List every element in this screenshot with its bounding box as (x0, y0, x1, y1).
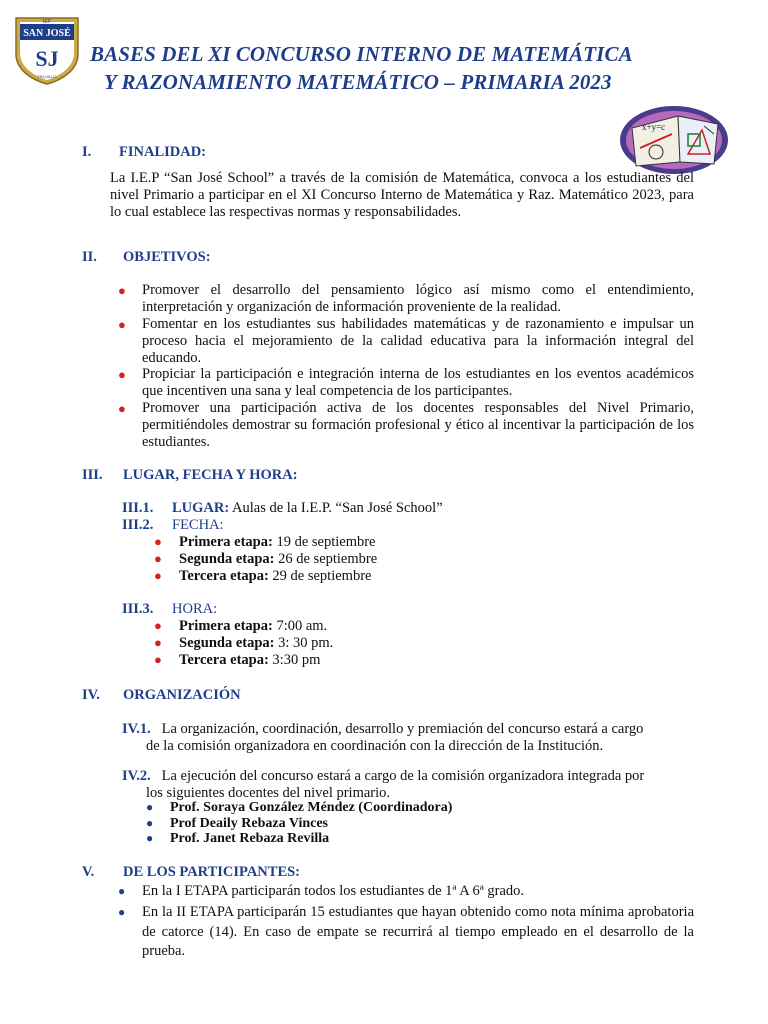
stage-label: Segunda etapa: (179, 635, 275, 651)
stage-label: Tercera etapa: (179, 568, 269, 584)
section-number: III. (82, 467, 103, 483)
sub-number: III.3. (122, 601, 154, 617)
sub-number: III.2. (122, 517, 154, 533)
paragraph-text: La organización, coordinación, desarrollo y premiación del concurso estará a cargo (161, 721, 644, 737)
bullet-icon: ● (154, 652, 162, 667)
teacher-name: Prof. Soraya González Méndez (Coordinadora) (170, 800, 453, 815)
bullet-icon: ● (154, 568, 162, 583)
bullet-icon: ● (154, 551, 162, 566)
hora-item (154, 652, 320, 669)
lugar-label: LUGAR: (172, 500, 230, 516)
bullet-icon: ● (118, 884, 126, 898)
stage-value: 19 de septiembre (276, 534, 376, 550)
bullet-icon: ● (146, 816, 154, 830)
section-number: V. (82, 864, 95, 880)
section-number: I. (82, 144, 92, 160)
stage-value: 3:30 pm (272, 652, 321, 668)
title-line-1: BASES DEL XI CONCURSO INTERNO DE MATEMÁTICA (90, 42, 633, 66)
sub-number: IV.2. (122, 768, 151, 784)
hora-label: HORA: (172, 601, 218, 617)
bullet-icon: ● (118, 317, 126, 332)
teacher-name: Prof. Janet Rebaza Revilla (170, 831, 330, 846)
bullet-icon: ● (118, 401, 126, 416)
bullet-icon: ● (154, 635, 162, 650)
section-title: DE LOS PARTICIPANTES: (123, 864, 301, 880)
sub-number: IV.1. (122, 721, 151, 737)
paragraph-text: La ejecución del concurso estará a cargo de la comisión organizadora integrada por (161, 768, 645, 784)
svg-text:SAN JOSÉ: SAN JOSÉ (23, 28, 71, 39)
sub-number: III.1. (122, 500, 154, 516)
bullet-icon: ● (146, 831, 154, 845)
objective-text: Fomentar en los estudiantes sus habilidades matemáticas y de razonamiento e impulsar un proceso hacia el mejoramiento de la calidad educativa para la información integral del educando. (142, 316, 694, 366)
fecha-label: FECHA: (172, 517, 224, 533)
bullet-icon: ● (154, 534, 162, 549)
paragraph-text: los siguientes docentes del nivel primario. (146, 785, 391, 801)
fecha-item (154, 568, 371, 585)
organizacion-paragraph-2 (122, 768, 694, 802)
math-clipart-image (618, 104, 730, 176)
section-title: LUGAR, FECHA Y HORA: (123, 467, 298, 483)
hora-item (154, 635, 333, 652)
bullet-icon: ● (118, 283, 126, 298)
section-title: FINALIDAD: (119, 144, 206, 160)
hora-item (154, 618, 327, 635)
stage-value: 26 de septiembre (278, 551, 378, 567)
objective-text: Promover una participación activa de los docentes responsables del Nivel Primario, permitiéndoles demostrar su formación profesional y ético al incentivar la participación de los estudiantes. (142, 400, 694, 450)
stage-label: Tercera etapa: (179, 652, 269, 668)
bullet-icon: ● (154, 618, 162, 633)
objective-text: Propiciar la participación e integración interna de los estudiantes en los eventos académicos que incentiven una sana y leal competencia de los participantes. (142, 366, 694, 399)
teacher-item (146, 800, 452, 816)
section-heading-organizacion (82, 687, 241, 704)
section-number: IV. (82, 687, 100, 703)
stage-label: Segunda etapa: (179, 551, 275, 567)
teacher-item (146, 831, 329, 847)
section-number: II. (82, 249, 97, 265)
lugar-line (122, 500, 443, 517)
teacher-item (146, 816, 328, 832)
bullet-icon: ● (118, 905, 126, 919)
section-heading-objetivos (82, 249, 211, 266)
paragraph-text: de la comisión organizadora en coordinación con la dirección de la Institución. (146, 738, 604, 754)
participant-text: En la I ETAPA participarán todos los estudiantes de 1ª A 6ª grado. (142, 883, 525, 899)
svg-text:IEP: IEP (42, 19, 52, 25)
section-heading-finalidad (82, 144, 206, 161)
finalidad-paragraph: La I.E.P “San José School” a través de la comisión de Matemática, convoca a los estudiantes del nivel Primario a participar en el XI Concurso Interno de Matemática y Raz. Matemático 2023, para lo cual establece las respectivas normas y responsabilidades. (110, 170, 694, 220)
fecha-line (122, 517, 224, 534)
participant-text: En la II ETAPA participarán 15 estudiantes que hayan obtenido como nota mínima aprobatoria de catorce (14). En caso de empate se recurrirá al tiempo empleado en el desarrollo de la prueba. (142, 904, 694, 959)
title-line-2: Y RAZONAMIENTO MATEMÁTICO – PRIMARIA 2023 (104, 70, 612, 94)
stage-label: Primera etapa: (179, 618, 273, 634)
objective-item (118, 316, 694, 367)
fecha-item (154, 551, 377, 568)
svg-text:x+y=c: x+y=c (642, 122, 666, 132)
section-title: OBJETIVOS: (123, 249, 211, 265)
bullet-icon: ● (118, 367, 126, 382)
fecha-item (154, 534, 376, 551)
section-heading-lugar (82, 467, 298, 484)
objective-item (118, 282, 694, 316)
participant-item (118, 903, 694, 962)
section-heading-participantes (82, 864, 300, 881)
objective-item (118, 400, 694, 451)
objective-text: Promover el desarrollo del pensamiento lógico así mismo como el entendimiento, interpretación y organización de información proveniente de la realidad. (142, 282, 694, 315)
participant-item (118, 882, 694, 902)
stage-value: 7:00 am. (276, 618, 328, 634)
stage-value: 3: 30 pm. (278, 635, 334, 651)
objective-item (118, 366, 694, 400)
svg-text:TRUJILLO: TRUJILLO (37, 74, 57, 79)
organizacion-paragraph-1 (122, 721, 694, 755)
stage-value: 29 de septiembre (272, 568, 372, 584)
school-logo (12, 14, 82, 86)
teacher-name: Prof Deaily Rebaza Vinces (170, 816, 328, 831)
stage-label: Primera etapa: (179, 534, 273, 550)
lugar-value: Aulas de la I.E.P. “San José School” (232, 500, 443, 516)
bullet-icon: ● (146, 800, 154, 814)
hora-line (122, 601, 217, 618)
section-title: ORGANIZACIÓN (123, 687, 241, 703)
svg-text:SJ: SJ (35, 46, 59, 71)
